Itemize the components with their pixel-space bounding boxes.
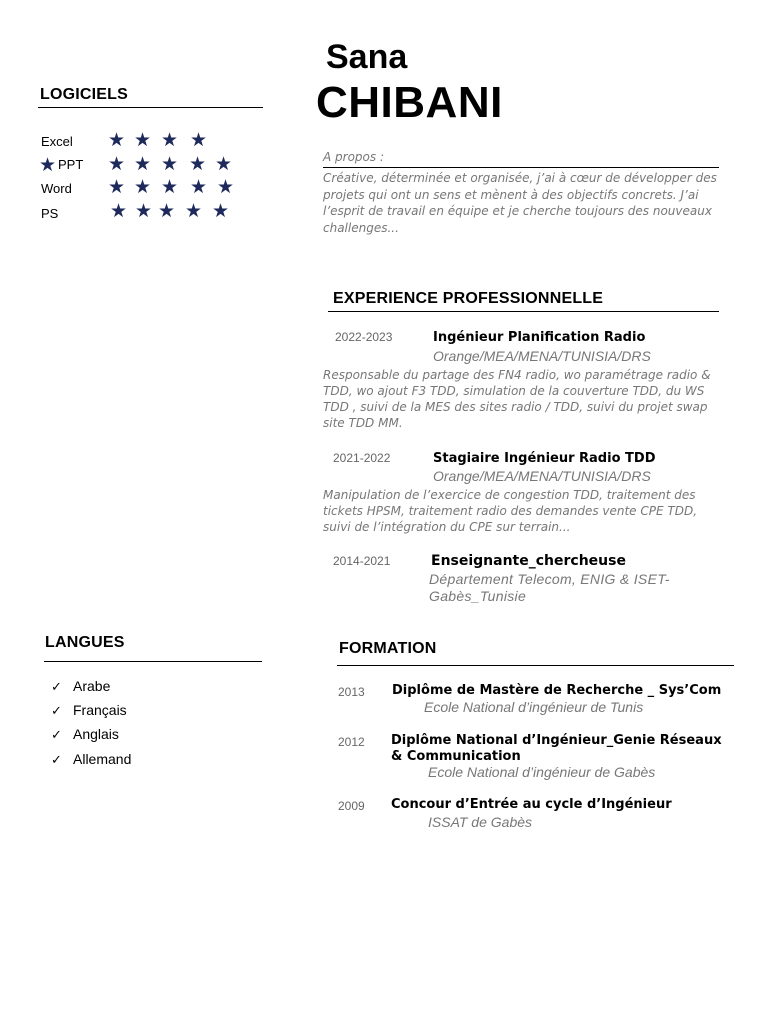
star-icon: ★ [134, 130, 152, 151]
experience-org: Orange/MEA/MENA/TUNISIA/DRS [433, 348, 651, 364]
education-degree: Concour d’Entrée au cycle d’Ingénieur [391, 797, 672, 812]
language-name: Arabe [73, 678, 111, 694]
star-icon: ★ [108, 154, 126, 175]
experience-divider [328, 311, 719, 312]
experience-org: Département Telecom, ENIG & ISET-Gabès_Tunisie [429, 571, 670, 604]
education-school: ISSAT de Gabès [428, 814, 533, 830]
check-icon: ✓ [51, 679, 62, 694]
star-icon: ★ [108, 130, 126, 151]
experience-dates: 2014-2021 [333, 554, 391, 568]
experience-role: Stagiaire Ingénieur Radio TDD [433, 451, 656, 466]
languages-divider [44, 661, 262, 662]
star-icon: ★ [110, 201, 128, 222]
experience-desc: Manipulation de l’exercice de congestion TDD, traitement des tickets HPSM, traitement radio des demandes vente CPE TDD, suivi de l’intégration du CPE sur terrain... [323, 488, 698, 534]
experience-org: Orange/MEA/MENA/TUNISIA/DRS [433, 468, 651, 484]
star-icon: ★ [108, 177, 126, 198]
check-icon: ✓ [51, 703, 62, 718]
about-text: Créative, déterminée et organisée, j’ai à cœur de développer des projets qui ont un sens et mènent à des objectifs concrets. J’ai l’esprit de travail en équipe et je cherche toujours des nouveaux challenges... [323, 171, 717, 235]
star-icon: ★ [39, 155, 57, 176]
education-year: 2012 [338, 735, 365, 749]
star-icon: ★ [161, 177, 179, 198]
education-degree: Diplôme de Mastère de Recherche _ Sys’Com [392, 683, 722, 698]
experience-dates: 2021-2022 [333, 451, 391, 465]
last-name: CHIBANI [316, 78, 503, 127]
education-title: FORMATION [339, 640, 437, 657]
star-icon: ★ [190, 130, 208, 151]
software-label-excel: Excel [41, 134, 73, 149]
star-icon: ★ [189, 154, 207, 175]
education-school: Ecole National d’ingénieur de Gabès [428, 764, 656, 780]
star-icon: ★ [134, 154, 152, 175]
education-degree: Diplôme National d’Ingénieur_Genie Réseaux & Communication [391, 733, 722, 764]
star-icon: ★ [161, 130, 179, 151]
check-icon: ✓ [51, 752, 62, 767]
language-name: Français [73, 702, 127, 718]
star-icon: ★ [190, 177, 208, 198]
about-divider [323, 167, 719, 168]
experience-role: Ingénieur Planification Radio [433, 330, 646, 345]
language-name: Allemand [73, 751, 132, 767]
star-icon: ★ [135, 201, 153, 222]
star-icon: ★ [215, 154, 233, 175]
education-divider [337, 665, 734, 666]
check-icon: ✓ [51, 727, 62, 742]
experience-title: EXPERIENCE PROFESSIONNELLE [333, 290, 604, 307]
experience-dates: 2022-2023 [335, 330, 393, 344]
education-year: 2013 [338, 685, 365, 699]
star-icon: ★ [185, 201, 203, 222]
star-icon: ★ [134, 177, 152, 198]
software-label-word: Word [41, 181, 72, 196]
star-icon: ★ [212, 201, 230, 222]
experience-role: Enseignante_chercheuse [431, 553, 626, 569]
education-year: 2009 [338, 799, 365, 813]
star-icon: ★ [217, 177, 235, 198]
education-school: Ecole National d’ingénieur de Tunis [424, 699, 644, 715]
software-label-ps: PS [41, 206, 59, 221]
first-name: Sana [326, 38, 408, 76]
star-icon: ★ [161, 154, 179, 175]
star-icon: ★ [158, 201, 176, 222]
language-name: Anglais [73, 726, 119, 742]
experience-desc: Responsable du partage des FN4 radio, wo paramétrage radio & TDD, wo ajout F3 TDD, simulation de la couverture TDD, du WS TDD , suivi de la MES des sites radio / TDD, suivi du projet swap site TDD MM. [323, 368, 711, 430]
languages-title: LANGUES [45, 634, 125, 651]
about-label: A propos : [323, 150, 384, 164]
software-label-ppt: PPT [58, 157, 84, 172]
software-title: LOGICIELS [40, 86, 129, 103]
software-divider [38, 107, 263, 108]
